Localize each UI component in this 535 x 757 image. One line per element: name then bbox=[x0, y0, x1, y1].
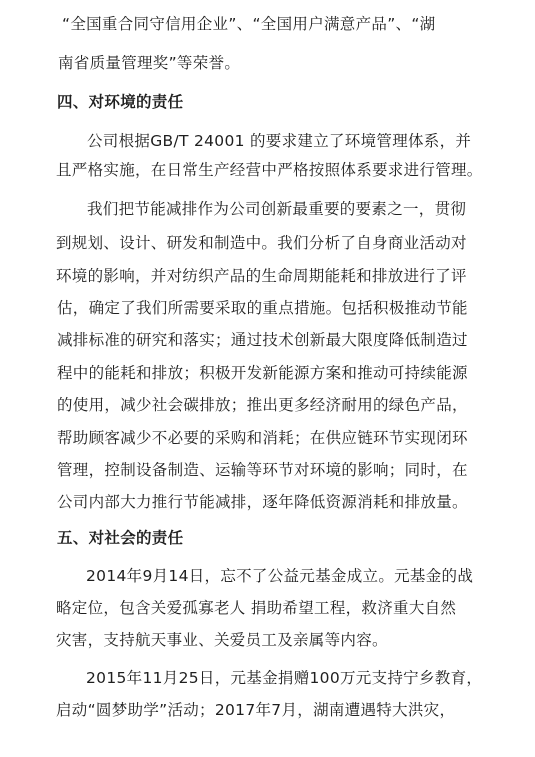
text-line: 灾害，支持航天事业、关爱员工及亲属等内容。 bbox=[56, 631, 388, 649]
section-heading: 四、对环境的责任 bbox=[57, 93, 184, 111]
text-line: 公司根据GB/T 24001 的要求建立了环境管理体系，并 bbox=[87, 132, 472, 150]
text-line: 且严格实施，在日常生产经营中严格按照体系要求进行管理。 bbox=[56, 161, 483, 179]
text-line: “全国重合同守信用企业”、“全国用户满意产品”、“湖 bbox=[62, 15, 436, 33]
text-line: 2014年9月14日，忘不了公益元基金成立。元基金的战 bbox=[86, 567, 474, 585]
text-line: 估，确定了我们所需要采取的重点措施。包括积极推动节能 bbox=[57, 299, 468, 317]
text-line: 的使用，减少社会碳排放；推出更多经济耐用的绿色产品， bbox=[57, 396, 468, 414]
text-line: 南省质量管理奖”等荣誉。 bbox=[58, 54, 241, 72]
text-line: 2015年11月25日，元基金捐赠100万元支持宁乡教育， bbox=[86, 669, 483, 687]
text-line: 到规划、设计、研发和制造中。我们分析了自身商业活动对 bbox=[56, 234, 467, 252]
text-line: 帮助顾客减少不必要的采购和消耗；在供应链环节实现闭环 bbox=[57, 429, 468, 447]
text-line: 环境的影响，并对纺织产品的生命周期能耗和排放进行了评 bbox=[56, 267, 467, 285]
section-heading: 五、对社会的责任 bbox=[57, 529, 184, 547]
text-line: 我们把节能减排作为公司创新最重要的要素之一，贯彻 bbox=[87, 200, 467, 218]
text-line: 管理，控制设备制造、运输等环节对环境的影响；同时，在 bbox=[57, 461, 468, 479]
text-line: 启动“圆梦助学”活动；2017年7月，湖南遭遇特大洪灾， bbox=[56, 701, 456, 719]
text-line: 减排标准的研究和落实；通过技术创新最大限度降低制造过 bbox=[57, 331, 468, 349]
text-line: 公司内部大力推行节能减排，逐年降低资源消耗和排放量。 bbox=[57, 493, 468, 511]
text-line: 略定位，包含关爱孤寡老人 捐助希望工程，救济重大自然 bbox=[56, 599, 457, 617]
text-line: 程中的能耗和排放；积极开发新能源方案和推动可持续能源 bbox=[57, 364, 468, 382]
